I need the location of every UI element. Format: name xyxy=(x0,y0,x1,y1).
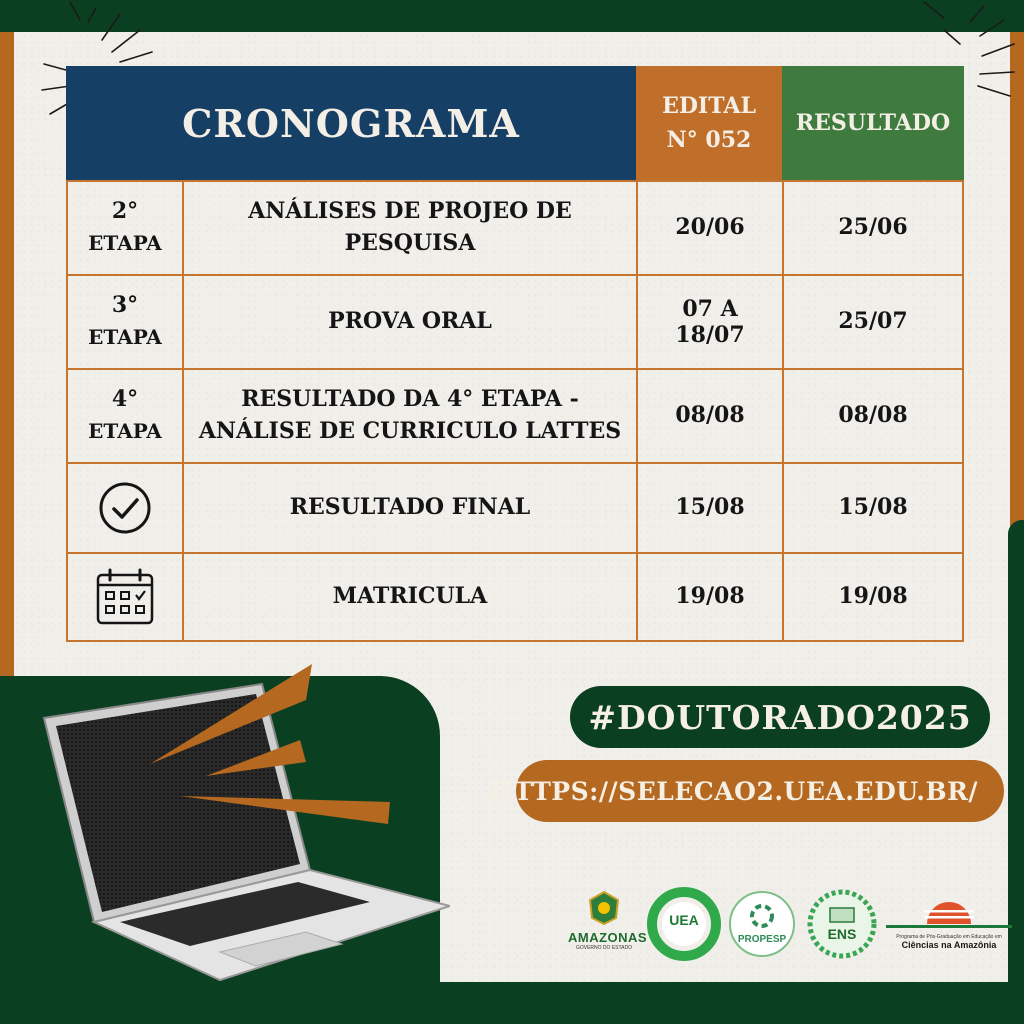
hashtag-pill: #DOUTORADO2025 xyxy=(570,686,990,748)
activity-line1: RESULTADO FINAL xyxy=(289,494,531,521)
activity-line1: ANÁLISES DE PROJEO DE xyxy=(248,198,572,225)
step-label: ETAPA xyxy=(88,419,162,443)
calendar-icon xyxy=(94,567,156,627)
resultado-date-cell: 25/06 xyxy=(782,180,964,276)
table-row xyxy=(66,180,964,276)
url-pill[interactable]: HTTPS://SELECAO2.UEA.EDU.BR/ xyxy=(516,760,1004,822)
activity-cell xyxy=(182,462,638,554)
resultado-date-cell: 08/08 xyxy=(782,368,964,464)
table-row xyxy=(66,368,964,464)
icon-cell xyxy=(66,462,184,554)
icon-cell xyxy=(66,552,184,642)
header-edital-line2: N° 052 xyxy=(666,127,752,153)
edital-date-cell xyxy=(636,274,784,370)
amazonas-logo xyxy=(568,890,648,960)
step-label: ETAPA xyxy=(88,231,162,255)
activity-cell xyxy=(182,274,638,370)
step-number: 3° xyxy=(111,292,139,319)
ens-badge-icon xyxy=(806,888,878,960)
step-cell xyxy=(66,274,184,370)
resultado-date-cell: 25/07 xyxy=(782,274,964,370)
edital-date-cell xyxy=(636,552,784,642)
edital-date-cell xyxy=(636,180,784,276)
header-edital-line1: EDITAL xyxy=(662,92,756,119)
activity-line2: PESQUISA xyxy=(344,230,476,256)
amazonas-sublabel: GOVERNO DO ESTADO xyxy=(575,945,633,951)
resultado-date-cell: 19/08 xyxy=(782,552,964,642)
edital-date-line1: 07 A xyxy=(682,295,738,322)
activity-line1: PROVA ORAL xyxy=(328,308,492,335)
activity-cell xyxy=(182,552,638,642)
uea-label: UEA xyxy=(669,912,699,928)
ens-label: ENS xyxy=(827,926,857,942)
edital-date-line1: 15/08 xyxy=(675,494,745,521)
header-edital xyxy=(636,66,782,180)
ppg-label-line1: Programa de Pós-Graduação em Educação em xyxy=(896,934,1002,940)
edital-date-line1: 20/06 xyxy=(675,214,745,241)
activity-line1: RESULTADO DA 4° ETAPA - xyxy=(241,386,579,413)
sunset-icon xyxy=(884,890,1014,930)
step-cell xyxy=(66,368,184,464)
propesp-label: PROPESP xyxy=(737,934,787,945)
laptop-illustration xyxy=(30,660,450,1000)
resultado-date-cell: 15/08 xyxy=(782,462,964,554)
edital-date-cell xyxy=(636,462,784,554)
ppg-label-line2: Ciências na Amazônia xyxy=(901,940,997,950)
activity-line2: ANÁLISE DE CURRICULO LATTES xyxy=(198,418,622,444)
propesp-emblem-icon xyxy=(726,888,798,960)
edital-date-cell xyxy=(636,368,784,464)
step-cell xyxy=(66,180,184,276)
ens-logo xyxy=(806,888,878,960)
table-body xyxy=(66,180,964,642)
edital-date-line1: 08/08 xyxy=(675,402,745,429)
activity-cell xyxy=(182,368,638,464)
amazonas-label: AMAZONAS xyxy=(568,930,648,945)
logos-bar xyxy=(560,884,1020,964)
check-circle-icon xyxy=(97,480,153,536)
step-label: ETAPA xyxy=(88,325,162,349)
activity-cell xyxy=(182,180,638,276)
uea-logo xyxy=(646,886,722,962)
schedule-table xyxy=(66,66,964,642)
table-row xyxy=(66,274,964,370)
propesp-logo xyxy=(726,888,798,960)
activity-line1: MATRICULA xyxy=(332,583,488,610)
table-title: CRONOGRAMA xyxy=(66,66,636,180)
table-row xyxy=(66,552,964,642)
edital-date-line2: 18/07 xyxy=(675,322,745,348)
amazonas-crest-icon xyxy=(568,890,640,926)
table-row xyxy=(66,462,964,554)
edital-date-line1: 19/08 xyxy=(675,583,745,610)
step-number: 2° xyxy=(111,198,139,225)
step-number: 4° xyxy=(111,386,139,413)
ppg-logo xyxy=(884,890,1014,962)
header-resultado: RESULTADO xyxy=(782,66,964,180)
